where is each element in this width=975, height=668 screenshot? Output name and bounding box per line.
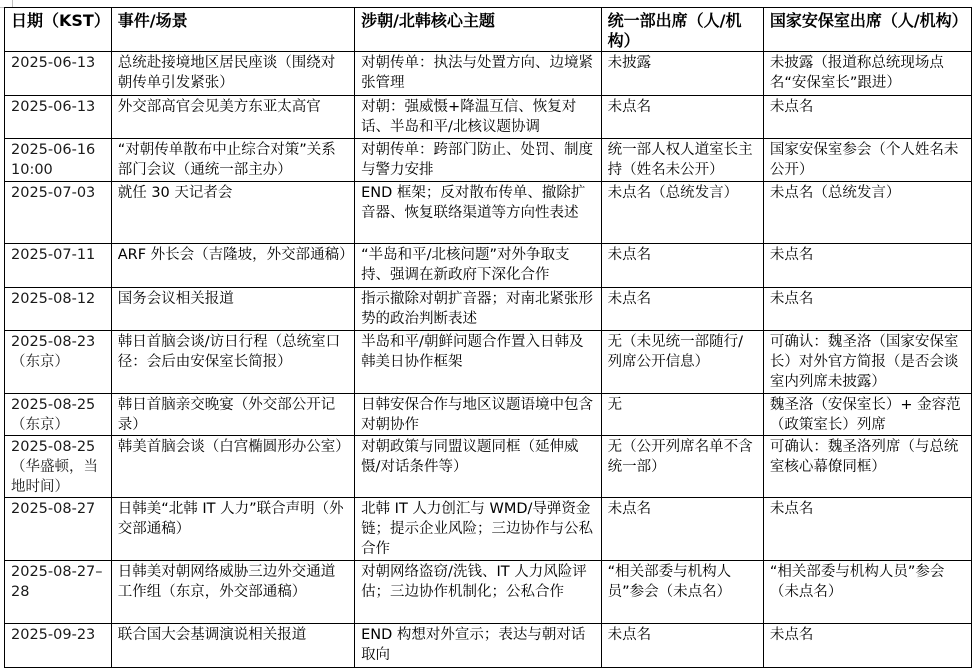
cell-nsc: 可确认：魏圣洛列席（与总统室核心幕僚同框） bbox=[763, 436, 971, 498]
cell-unification: 未披露 bbox=[601, 52, 763, 96]
cell-topic: 指示撤除对朝扩音器；对南北紧张形势的政治判断表述 bbox=[355, 288, 602, 331]
cell-nsc: 未点名 bbox=[763, 288, 971, 331]
table-row bbox=[5, 624, 972, 668]
cell-nsc: 未点名 bbox=[763, 244, 971, 288]
cell-date: 2025-07-03 bbox=[5, 182, 112, 244]
cell-event: 日韩美对朝网络威胁三边外交通道工作组（东京，外交部通稿） bbox=[111, 561, 354, 624]
table-row bbox=[5, 498, 972, 561]
cell-date: 2025-08-27–28 bbox=[5, 561, 112, 624]
cell-event: 韩日首脑亲交晚宴（外交部公开记录） bbox=[111, 394, 354, 436]
cell-date: 2025-08-25（华盛顿，当地时间） bbox=[5, 436, 112, 498]
table-row bbox=[5, 394, 972, 436]
table-row bbox=[5, 436, 972, 498]
cell-unification: 未点名（总统发言） bbox=[601, 182, 763, 244]
cell-unification: 未点名 bbox=[601, 288, 763, 331]
table-row bbox=[5, 52, 972, 96]
header-date: 日期（KST） bbox=[5, 8, 112, 52]
cell-date: 2025-06-16 10:00 bbox=[5, 139, 112, 182]
table-header-row bbox=[5, 8, 972, 52]
cell-topic: 半岛和平/朝鲜问题合作置入日韩及韩美日协作框架 bbox=[355, 331, 602, 394]
cell-unification: 统一部人权人道室长主持（姓名未公开） bbox=[601, 139, 763, 182]
cell-unification: “相关部委与机构人员”参会（未点名） bbox=[601, 561, 763, 624]
cell-topic: 对朝政策与同盟议题同框（延伸威慑/对话条件等） bbox=[355, 436, 602, 498]
cell-event: “对朝传单散布中止综合对策”关系部门会议（通统一部主办） bbox=[111, 139, 354, 182]
header-unification-ministry: 统一部出席（人/机构） bbox=[601, 8, 763, 52]
cell-topic: END 构想对外宣示；表达与朝对话取向 bbox=[355, 624, 602, 668]
table-row bbox=[5, 288, 972, 331]
cell-nsc: 可确认：魏圣洛（国家安保室长）对外官方简报（是否会谈室内列席未披露） bbox=[763, 331, 971, 394]
cell-date: 2025-08-25（东京） bbox=[5, 394, 112, 436]
cell-event: 联合国大会基调演说相关报道 bbox=[111, 624, 354, 668]
header-topic: 涉朝/北韩核心主题 bbox=[355, 8, 602, 52]
cell-event: 韩日首脑会谈/访日行程（总统室口径：会后由安保室长简报） bbox=[111, 331, 354, 394]
summit-attendance-table bbox=[4, 7, 972, 668]
cell-unification: 未点名 bbox=[601, 96, 763, 139]
cell-topic: 北韩 IT 人力创汇与 WMD/导弹资金链；提示企业风险；三边协作与公私合作 bbox=[355, 498, 602, 561]
cell-event: 外交部高官会见美方东亚太高官 bbox=[111, 96, 354, 139]
cell-nsc: 未点名 bbox=[763, 96, 971, 139]
cell-nsc: 未披露（报道称总统现场点名“安保室长”跟进） bbox=[763, 52, 971, 96]
cell-topic: 对朝传单：执法与处置方向、边境紧张管理 bbox=[355, 52, 602, 96]
cell-date: 2025-06-13 bbox=[5, 96, 112, 139]
cell-topic: 对朝：强威慑+降温互信、恢复对话、半岛和平/北核议题协调 bbox=[355, 96, 602, 139]
cell-date: 2025-08-12 bbox=[5, 288, 112, 331]
header-national-security-office: 国家安保室出席（人/机构） bbox=[763, 8, 971, 52]
cell-unification: 未点名 bbox=[601, 498, 763, 561]
cell-topic: END 框架；反对散布传单、撤除扩音器、恢复联络渠道等方向性表述 bbox=[355, 182, 602, 244]
cell-topic: “半岛和平/北核问题”对外争取支持、强调在新政府下深化合作 bbox=[355, 244, 602, 288]
table-row bbox=[5, 139, 972, 182]
cell-nsc: “相关部委与机构人员”参会（未点名） bbox=[763, 561, 971, 624]
cell-date: 2025-07-11 bbox=[5, 244, 112, 288]
cell-date: 2025-06-13 bbox=[5, 52, 112, 96]
table-row bbox=[5, 96, 972, 139]
cell-event: 就任 30 天记者会 bbox=[111, 182, 354, 244]
cell-event: ARF 外长会（吉隆坡，外交部通稿） bbox=[111, 244, 354, 288]
cell-date: 2025-08-23（东京） bbox=[5, 331, 112, 394]
header-event: 事件/场景 bbox=[111, 8, 354, 52]
cell-nsc: 未点名 bbox=[763, 498, 971, 561]
cell-event: 日韩美“北韩 IT 人力”联合声明（外交部通稿） bbox=[111, 498, 354, 561]
cell-topic: 对朝传单：跨部门防止、处罚、制度与警力安排 bbox=[355, 139, 602, 182]
cell-topic: 日韩安保合作与地区议题语境中包含对朝协作 bbox=[355, 394, 602, 436]
cell-nsc: 未点名（总统发言） bbox=[763, 182, 971, 244]
cell-nsc: 魏圣洛（安保室长）+ 金容范（政策室长）列席 bbox=[763, 394, 971, 436]
cell-event: 国务会议相关报道 bbox=[111, 288, 354, 331]
table-row bbox=[5, 244, 972, 288]
cell-unification: 无（公开列席名单不含统一部） bbox=[601, 436, 763, 498]
cell-topic: 对朝网络盗窃/洗钱、IT 人力风险评估；三边协作机制化；公私合作 bbox=[355, 561, 602, 624]
cell-nsc: 未点名 bbox=[763, 624, 971, 668]
table-row bbox=[5, 182, 972, 244]
cell-unification: 未点名 bbox=[601, 244, 763, 288]
cell-date: 2025-09-23 bbox=[5, 624, 112, 668]
cell-event: 韩美首脑会谈（白宫椭圆形办公室） bbox=[111, 436, 354, 498]
cell-unification: 无（未见统一部随行/列席公开信息） bbox=[601, 331, 763, 394]
table-row bbox=[5, 331, 972, 394]
table-row bbox=[5, 561, 972, 624]
cell-date: 2025-08-27 bbox=[5, 498, 112, 561]
cell-unification: 无 bbox=[601, 394, 763, 436]
cell-event: 总统赴接境地区居民座谈（围绕对朝传单引发紧张） bbox=[111, 52, 354, 96]
cell-nsc: 国家安保室参会（个人姓名未公开） bbox=[763, 139, 971, 182]
cell-unification: 未点名 bbox=[601, 624, 763, 668]
